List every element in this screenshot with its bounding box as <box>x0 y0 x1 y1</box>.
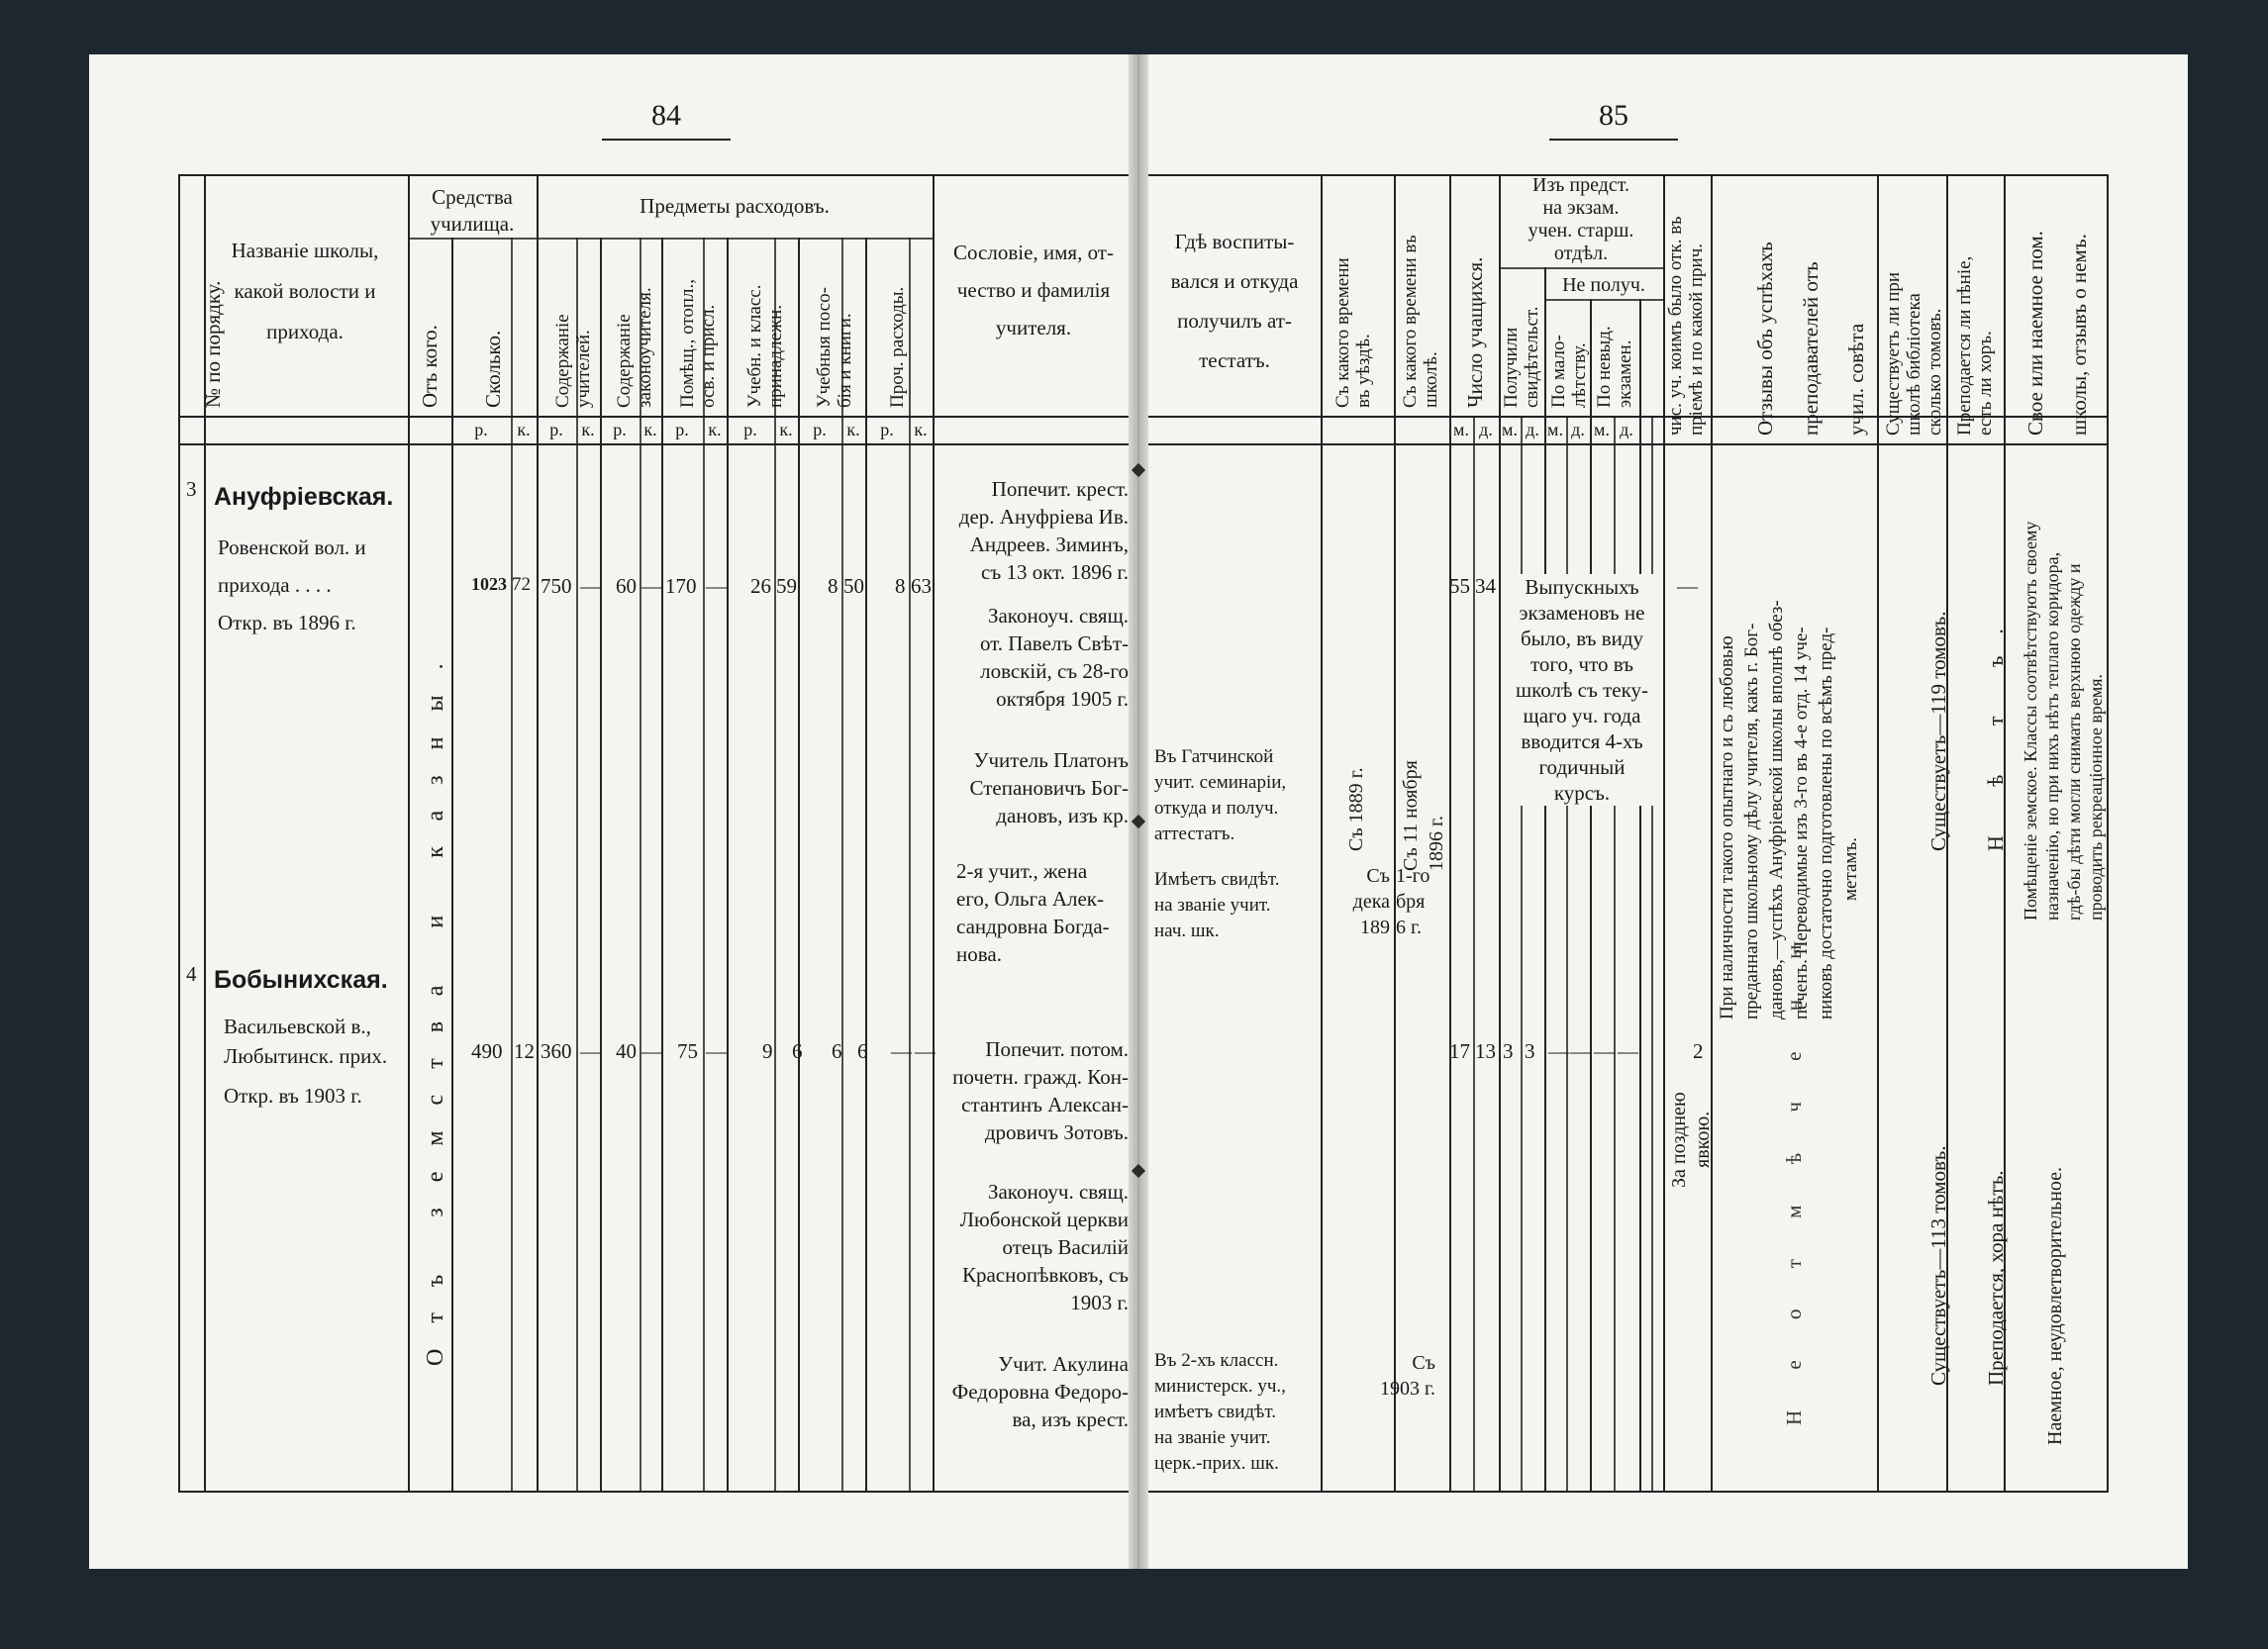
row3-school-name: Ануфріевская. <box>214 483 394 511</box>
row4-means: 490 <box>471 1039 503 1063</box>
unit-k: к. <box>846 420 860 439</box>
row3-teacher-2: 2-я учит., жена его, Ольга Алек- сандровна Богда- нова. <box>956 859 1110 966</box>
row4-premises: Наемное, неудовлетворительное. <box>2044 1166 2066 1445</box>
unit-r: р. <box>613 420 627 439</box>
row4-trustee: Попечит. потом. почетн. гражд. Кон- стантинъ Алексан- дровичъ Зотовъ. <box>952 1037 1129 1144</box>
col-header-how-much: Сколько. <box>481 330 505 408</box>
unit-d: д. <box>1620 420 1633 439</box>
row3-aids-cost-k: 50 <box>843 574 864 598</box>
unit-m: м. <box>1547 420 1563 439</box>
col-header-premises: Свое или наемное пом. школы, отзывъ о немъ. <box>2023 231 2091 436</box>
row4-since: Съ 1903 г. <box>1380 1352 1435 1400</box>
unit-k: к. <box>708 420 722 439</box>
col-header-since-school: Съ какого времени въ школѣ. <box>1400 235 1441 408</box>
unit-k: к. <box>581 420 595 439</box>
page-number-right: 85 <box>1515 99 1713 141</box>
row3-library: Существуетъ—119 томовъ. <box>1926 611 1950 851</box>
col-header-age: По мало- лѣтству. <box>1548 335 1590 408</box>
col-header-estate: Сословіе, имя, от- чество и фамилія учителя. <box>953 241 1114 340</box>
unit-k: к. <box>643 420 657 439</box>
row3-since-county: Съ 1889 г. <box>1345 767 1367 851</box>
unit-m: м. <box>1594 420 1610 439</box>
row4-received-boys: 3 <box>1503 1039 1514 1063</box>
row4-means-k: 12 <box>514 1039 535 1063</box>
book-spine <box>1129 54 1148 1569</box>
col-header-not-received: Не получ. <box>1562 274 1645 296</box>
row3-books-cost: 26 <box>750 574 771 598</box>
row4-aids-cost: 6 <box>832 1039 842 1063</box>
row4-law-cost-k: — <box>641 1039 662 1063</box>
row4-other-cost: — <box>891 1039 912 1063</box>
row4-pupils-boys: 17 <box>1449 1039 1470 1063</box>
row3-refused: — <box>1677 574 1698 598</box>
row3-premises-cost-k: — <box>706 574 727 598</box>
row4-books-cost-k: 6 <box>792 1039 803 1063</box>
row3-singing: Н ѣ т ъ. <box>1983 607 2008 851</box>
row3-school-desc: Ровенской вол. и прихода . . . . Откр. въ 1896 г. <box>218 535 366 634</box>
row4-law-cost: 40 <box>616 1039 637 1063</box>
col-header-reviews: Отзывы объ успѣхахъ преподавателей отъ учил. совѣта <box>1753 242 1868 436</box>
col-header-since-county: Съ какого времени въ уѣздѣ. <box>1332 257 1374 408</box>
row4-teacher: Учит. Акулина Федоровна Федоро- ва, изъ крест. <box>951 1352 1129 1431</box>
col-header-other: Проч. расходы. <box>887 286 908 408</box>
row4-books-cost: 9 <box>762 1039 773 1063</box>
page-number-left: 84 <box>567 99 765 141</box>
row4-age-boys: — <box>1548 1039 1569 1063</box>
row3-other-cost-k: 63 <box>911 574 932 598</box>
col-header-noshow: По невыд. экзамен. <box>1594 326 1635 408</box>
unit-r: р. <box>474 420 488 439</box>
col-header-exam: Изъ предст. на экзам. учен. старш. отдѣл. <box>1528 174 1634 264</box>
unit-k: к. <box>914 420 928 439</box>
row3-where-educated: Въ Гатчинской учит. семинаріи, откуда и получ. аттестатъ. Имѣетъ свидѣт. на званіе учит. нач. шк. <box>1154 746 1287 941</box>
row4-school-name: Бобынихская. <box>214 966 388 994</box>
row3-law-cost-k: — <box>641 574 662 598</box>
unit-d: д. <box>1571 420 1585 439</box>
row4-aids-cost-k: 6 <box>857 1039 868 1063</box>
unit-r: р. <box>743 420 757 439</box>
row3-number: 3 <box>186 477 197 501</box>
col-header-means: Средства училища. <box>430 185 515 236</box>
row4-school-desc: Васильевской в., Любытинск. прих. Откр. въ 1903 г. <box>224 1015 388 1108</box>
row3-pupils-girls: 34 <box>1475 574 1496 598</box>
row3-teachers-cost-k: — <box>580 574 601 598</box>
row3-exam-note: Выпускныхъ экзаменовъ не было, въ виду того, что въ школѣ съ теку- щаго уч. года вводится 4-хъ годичный курсъ. <box>1503 574 1661 806</box>
col-header-name: Названіе школы, какой волости и прихода. <box>231 239 379 343</box>
row3-other-cost: 8 <box>895 574 906 598</box>
row3-review: При наличности такого опытнаго и съ любовью преданнаго школьному дѣлу учителя, какъ г. Бог- дановъ,—успѣхъ Ануфріевской школы вполнѣ обез- печенъ. Переводимые изъ 3-го въ 4-е отд. 14 уче- никовъ достаточно подготовлены по всѣмъ пред- метамъ. <box>1717 600 1861 1019</box>
row4-singing: Преподается, хора нѣтъ. <box>1984 1170 2008 1386</box>
row4-age-girls: — <box>1570 1039 1591 1063</box>
col-header-library: Существуетъ ли при школѣ библіотека сколько томовъ. <box>1883 271 1945 436</box>
unit-m: м. <box>1453 420 1469 439</box>
row3-means: 1023 <box>471 574 507 594</box>
row4-law-teacher: Законоуч. свящ. Любонской церкви отецъ Василій Краснопѣвковъ, съ 1903 г. <box>959 1180 1129 1314</box>
row3-premises: Помѣщеніе земское. Классы соотвѣтствуютъ своему назначенію, но при нихъ нѣтъ теплаго коридора, гдѣ-бы дѣти могли снимать верхнюю одежду и проводить рекреаціонное время. <box>2021 521 2106 921</box>
row3-teacher: Учитель Платонъ Степановичъ Бог- дановъ, изъ кр. <box>969 748 1129 827</box>
row4-refused-number: 2 <box>1693 1039 1704 1063</box>
row3-trustee: Попечит. крест. дер. Ануфріева Ив. Андреев. Зиминъ, съ 13 окт. 1896 г. <box>958 477 1129 584</box>
row4-pupils-girls: 13 <box>1475 1039 1496 1063</box>
row4-teachers-cost: 360 <box>541 1039 572 1063</box>
funding-source-vertical: Отъ земства и казны. <box>423 637 448 1366</box>
unit-m: м. <box>1502 420 1518 439</box>
row4-number: 4 <box>186 962 197 986</box>
row3-law-teacher: Законоуч. свящ. от. Павелъ Свѣт- ловскій, съ 28-го октября 1905 г. <box>979 604 1129 711</box>
row4-other-cost-k: — <box>915 1039 936 1063</box>
row4-premises-cost: 75 <box>677 1039 698 1063</box>
unit-r: р. <box>675 420 689 439</box>
unit-r: р. <box>813 420 827 439</box>
row3-aids-cost: 8 <box>828 574 838 598</box>
row4-noshow-boys: — <box>1594 1039 1615 1063</box>
row3-pupils-boys: 55 <box>1449 574 1470 598</box>
row4-teachers-cost-k: — <box>580 1039 601 1063</box>
col-header-singing: Преподается ли пѣніе, есть ли хоръ. <box>1954 255 1996 436</box>
row3-premises-cost: 170 <box>665 574 697 598</box>
row4-premises-cost-k: — <box>706 1039 727 1063</box>
unit-r: р. <box>549 420 563 439</box>
col-header-where: Гдѣ воспиты- вался и откуда получилъ ат- тестатъ. <box>1170 230 1299 372</box>
row4-review: Н е о т м ѣ ч е н ы. <box>1782 904 1806 1425</box>
col-header-no: № по порядку. <box>201 280 225 408</box>
col-header-pupils: Число учащихся. <box>1463 256 1487 408</box>
unit-k: к. <box>517 420 531 439</box>
col-header-law: Содержаніе законоучителя. <box>614 287 655 408</box>
row3-since-split: Съ 1-го дека бря 189 6 г. <box>1352 865 1430 938</box>
col-header-received: Получили свидѣтельст. <box>1501 306 1542 408</box>
col-header-aids: Учебныя посо- бія и книги. <box>814 287 855 408</box>
col-header-from-whom: Отъ кого. <box>418 325 442 408</box>
row4-received-girls: 3 <box>1525 1039 1535 1063</box>
row4-noshow-girls: — <box>1618 1039 1638 1063</box>
unit-r: р. <box>880 420 894 439</box>
col-header-refused: чис. уч. коимъ было отк. въ пріемѣ и по какой прич. <box>1665 216 1707 436</box>
row3-since-school: Съ 11 ноября 1896 г. <box>1400 760 1447 871</box>
row3-books-cost-k: 59 <box>776 574 797 598</box>
unit-k: к. <box>779 420 793 439</box>
row4-where-educated: Въ 2-хъ классн. министерск. уч., имѣетъ свидѣт. на званіе учит. церк.-прих. шк. <box>1154 1350 1286 1474</box>
row3-means-k: 72 <box>512 574 531 595</box>
col-header-books: Учебн. и класс. принадлежн. <box>744 284 786 408</box>
col-header-teachers: Содержаніе учителей. <box>552 314 594 408</box>
row3-teachers-cost: 750 <box>541 574 572 598</box>
col-header-expenses: Предметы расходовъ. <box>640 194 830 218</box>
unit-d: д. <box>1526 420 1539 439</box>
row4-refused-reason: За позднею явкою. <box>1668 1092 1714 1188</box>
col-header-premises: Помѣщ., отопл., осв. и присл. <box>677 278 719 408</box>
unit-d: д. <box>1479 420 1493 439</box>
row3-law-cost: 60 <box>616 574 637 598</box>
row4-library: Существуетъ—113 томовъ. <box>1926 1145 1950 1386</box>
